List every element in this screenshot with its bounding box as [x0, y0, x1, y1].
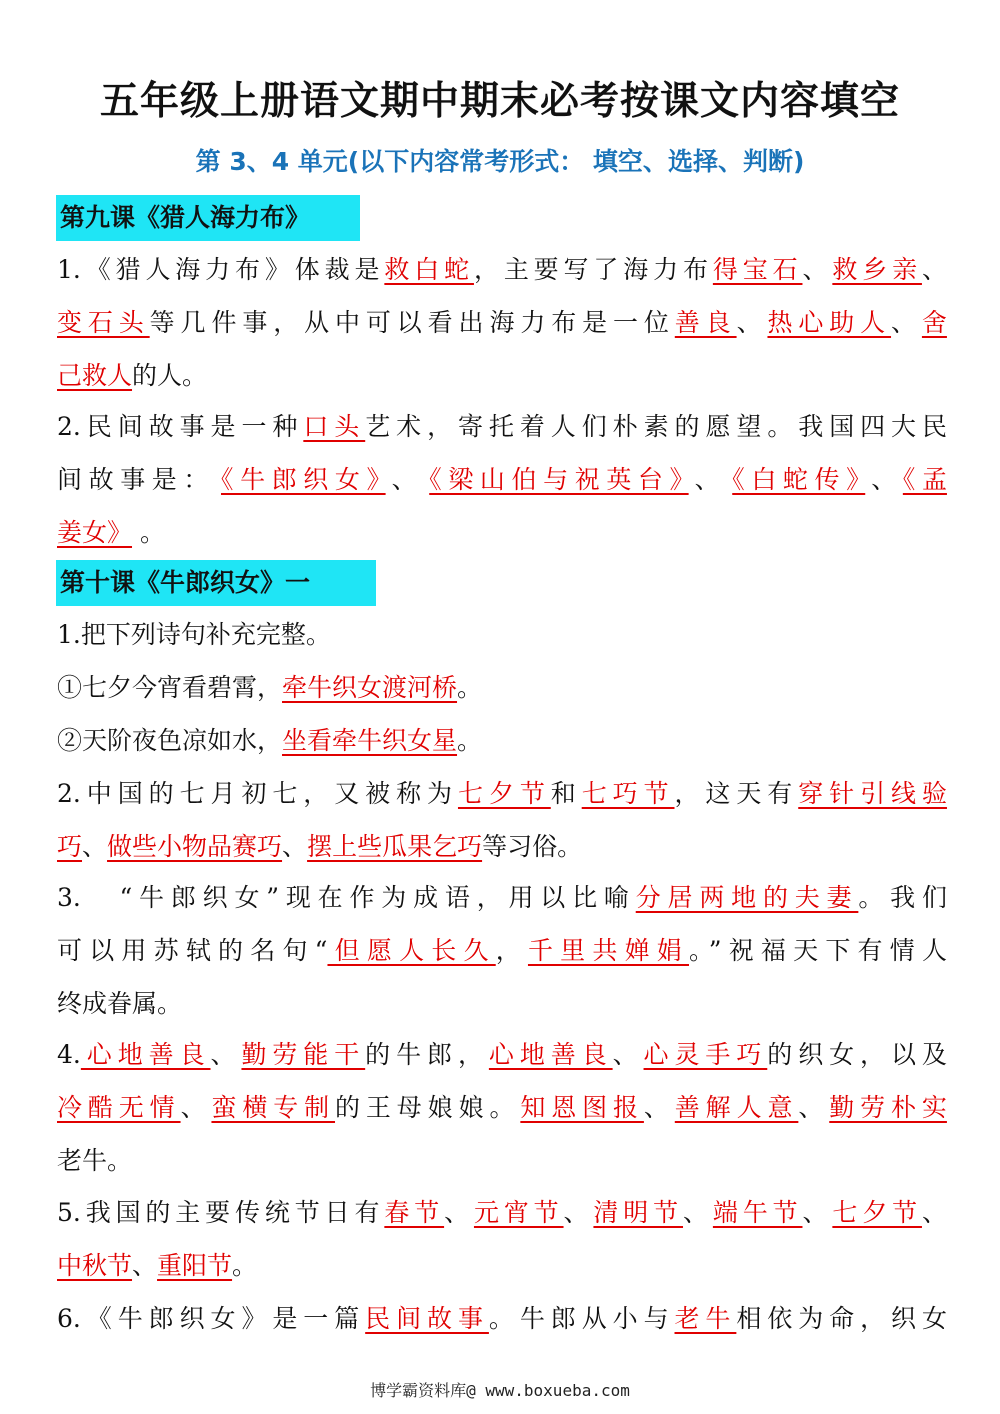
answer-blank: 民间故事: [365, 1304, 489, 1333]
lesson10-q4: [57, 1028, 947, 1187]
answer-blank: 但愿人长久: [327, 936, 496, 965]
text: 间故事是：: [57, 465, 215, 494]
text: ②天阶夜色凉如水，: [57, 726, 283, 755]
answer-blank: 七巧节: [581, 779, 675, 808]
text: 艺术，寄托着人们朴素的愿望。我国四大民: [365, 412, 947, 441]
lesson10-q2: [57, 767, 947, 873]
text: ，主要写了海力布: [473, 255, 713, 284]
text: 的牛郎，: [365, 1040, 489, 1069]
answer-blank: 救乡亲: [832, 255, 922, 284]
text: 。我们: [858, 883, 947, 912]
text: 老牛。: [57, 1146, 133, 1175]
answer-blank: 善良: [674, 308, 737, 337]
lesson10-q3: [57, 871, 947, 1030]
text: 、: [802, 255, 833, 284]
text: 4.: [57, 1040, 81, 1069]
text: 、: [683, 1198, 713, 1227]
answer-blank: 重阳节: [157, 1251, 233, 1280]
text: 的织女，以及: [767, 1040, 947, 1069]
text: 等几件事，从中可以看出海力布是一位: [149, 308, 675, 337]
lesson9-q2: [57, 400, 947, 559]
text: 、: [132, 1251, 158, 1280]
text: 1.把下列诗句补充完整。: [57, 620, 331, 649]
page-subtitle: 第 3、4 单元(以下内容常考形式： 填空、选择、判断): [195, 147, 805, 176]
lesson10-q6: [57, 1292, 947, 1345]
answer-blank: 坐看牵牛织女星: [282, 726, 458, 755]
text: 6.《牛郎织女》是一篇: [57, 1304, 366, 1333]
text: 、: [82, 832, 108, 861]
lesson10-q5: [57, 1186, 947, 1292]
text: 2.民间故事是一种: [57, 412, 304, 441]
text: 、: [891, 308, 922, 337]
text: 、: [694, 465, 727, 494]
text: 、: [921, 1198, 947, 1227]
text: ，: [495, 936, 528, 965]
answer-blank: 春节: [384, 1198, 445, 1227]
answer-blank: 做些小物品赛巧: [107, 832, 283, 861]
answer-blank: 《白蛇传》: [732, 465, 866, 494]
answer-blank: 勤劳朴实: [829, 1093, 947, 1122]
answer-blank: 清明节: [593, 1198, 684, 1227]
answer-blank: 热心助人: [767, 308, 892, 337]
lesson9-q1: [57, 243, 947, 402]
text: 。: [457, 726, 483, 755]
answer-blank: 勤劳能干: [241, 1040, 366, 1069]
answer-blank: 摆上些瓜果乞巧: [307, 832, 483, 861]
text: 、: [798, 1093, 830, 1122]
text: 。”祝福天下有情人: [689, 936, 947, 965]
text: 。: [139, 518, 165, 547]
answer-blank: 中秋节: [57, 1251, 133, 1280]
answer-blank: 心地善良: [488, 1040, 613, 1069]
answer-blank: 心灵手巧: [643, 1040, 768, 1069]
text: 5.我国的主要传统节日有: [57, 1198, 385, 1227]
answer-blank: 变石头: [57, 308, 150, 337]
answer-blank: 元宵节: [473, 1198, 564, 1227]
answer-blank: 七夕节: [457, 779, 551, 808]
text: 、: [180, 1093, 212, 1122]
page-title: 五年级上册语文期中期末必考按课文内容填空: [99, 79, 900, 124]
text: 、: [802, 1198, 833, 1227]
answer-blank: 穿针引线验: [798, 779, 947, 808]
text: 。: [232, 1251, 258, 1280]
answer-blank: 分居两地的夫妻: [635, 883, 859, 912]
text: 、: [736, 308, 768, 337]
answer-blank: 端午节: [712, 1198, 803, 1227]
answer-blank: 得宝石: [712, 255, 803, 284]
lesson-9-heading: 第九课《猎人海力布》: [56, 195, 360, 241]
lesson-10-heading: 第十课《牛郎织女》一: [56, 560, 376, 606]
text: 、: [871, 465, 903, 494]
text: 3. “牛郎织女”现在作为成语，用以比喻: [57, 883, 636, 912]
answer-blank: 巧: [57, 832, 83, 861]
answer-blank: 知恩图报: [520, 1093, 644, 1122]
footer-watermark: 博学霸资料库@ www.boxueba.com: [370, 1381, 630, 1400]
answer-blank: 《孟: [902, 465, 947, 494]
text: 终成眷属。: [57, 989, 183, 1018]
text: ①七夕今宵看碧霄，: [57, 673, 283, 702]
answer-blank: 姜女》: [57, 518, 133, 547]
text: 、: [643, 1093, 675, 1122]
text: 的王母娘娘。: [335, 1093, 521, 1122]
text: 的人。: [132, 361, 208, 390]
answer-blank: 《梁山伯与祝英台》: [429, 465, 689, 494]
answer-blank: 善解人意: [674, 1093, 799, 1122]
text: ，这天有: [674, 779, 799, 808]
text: 1.《猎人海力布》体裁是: [57, 255, 385, 284]
answer-blank: 千里共婵娟: [527, 936, 689, 965]
answer-blank: 《牛郎织女》: [221, 465, 386, 494]
text: 、: [444, 1198, 474, 1227]
text: 。牛郎从小与: [488, 1304, 675, 1333]
answer-blank: 蛮横专制: [211, 1093, 336, 1122]
text: 可以用苏轼的名句“: [57, 936, 328, 965]
text: 、: [210, 1040, 242, 1069]
text: 、: [612, 1040, 644, 1069]
text: 、: [921, 255, 947, 284]
answer-blank: 舍: [921, 308, 947, 337]
text: 、: [282, 832, 308, 861]
text: 、: [391, 465, 424, 494]
answer-blank: 救白蛇: [384, 255, 474, 284]
text: 和: [550, 779, 582, 808]
text: 、: [563, 1198, 594, 1227]
lesson10-q1: [57, 608, 947, 767]
answer-blank: 七夕节: [832, 1198, 922, 1227]
text: 等习俗。: [482, 832, 583, 861]
answer-blank: 心地善良: [80, 1040, 211, 1069]
answer-blank: 老牛: [674, 1304, 737, 1333]
answer-blank: 己救人: [57, 361, 133, 390]
answer-blank: 冷酷无情: [57, 1093, 181, 1122]
text: 。: [457, 673, 483, 702]
text: 相依为命，织女: [736, 1304, 947, 1333]
answer-blank: 牵牛织女渡河桥: [282, 673, 458, 702]
text: 2.中国的七月初七，又被称为: [57, 779, 458, 808]
answer-blank: 口头: [303, 412, 366, 441]
